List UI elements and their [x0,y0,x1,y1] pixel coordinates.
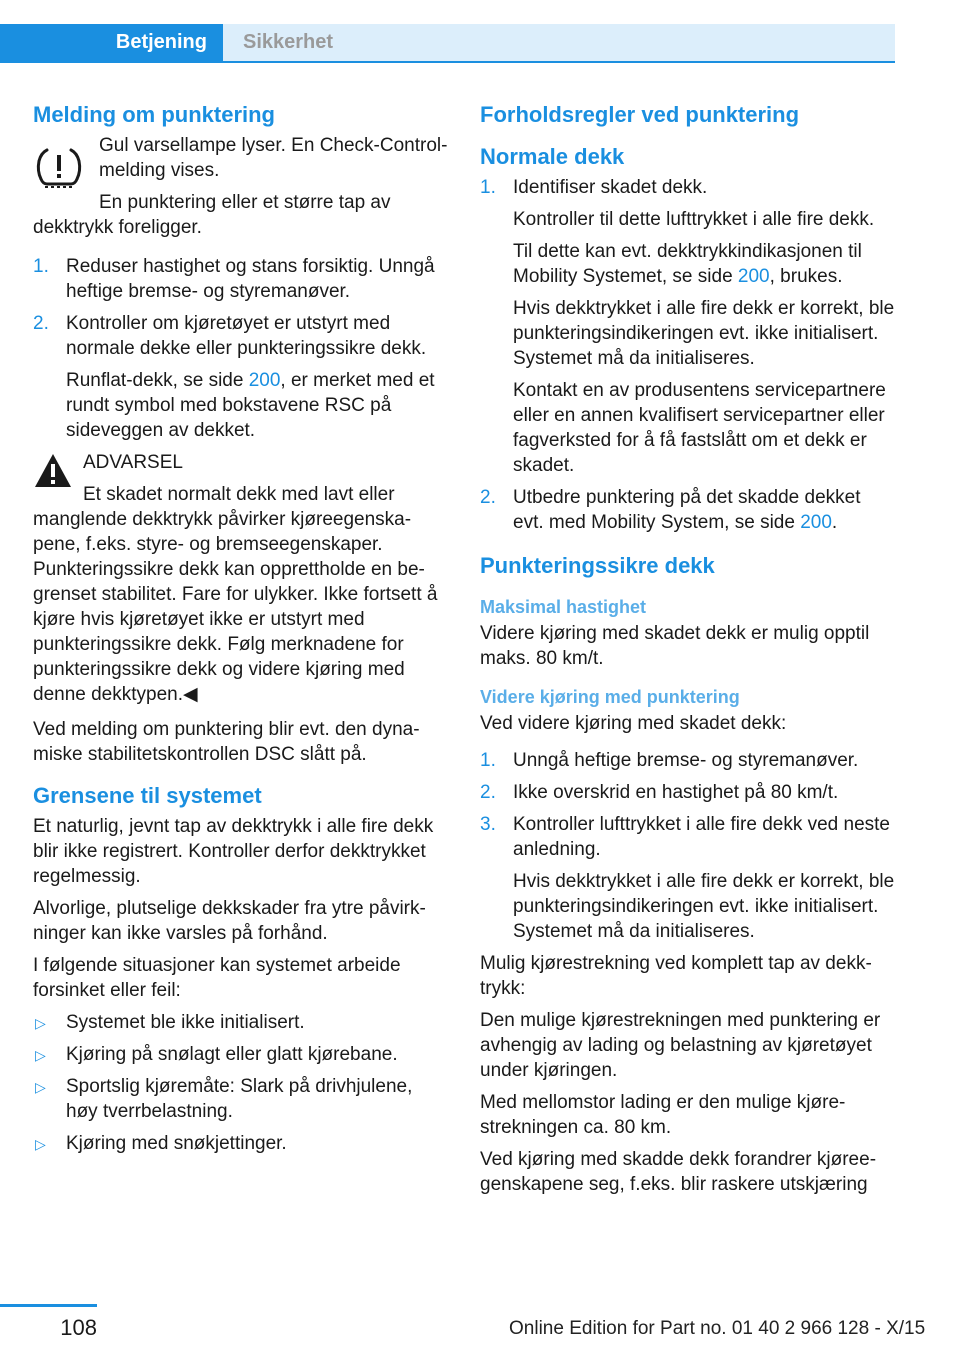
list-item [33,311,448,443]
list-item [480,175,895,478]
right-steps-list [480,175,895,535]
list-item-subtext: Til dette kan evt. dekktrykkindikasjonen til Mobility Systemet, se side 200, brukes. [513,241,862,287]
list-item [480,485,895,535]
list-number: 1. [33,256,49,277]
heading-grensene: Grensene til systemet [33,783,262,808]
list-item-subtext: Hvis dekktrykket i alle fire dekk er korrekt, ble punkteringsindikeringen evt. ikke initialisert. Systemet må da initialiseres. [513,298,895,369]
heading-normale-dekk: Normale dekk [480,144,625,169]
heading-melding: Melding om punktering [33,102,275,127]
bullet-marker: ▷ [35,1079,46,1095]
right-column [480,100,895,1204]
text-mellomstor: Med mellomstor lading er den mulige kjørestrekningen ca. 80 km. [480,1092,846,1138]
right-steps2-list [480,748,895,944]
list-item-subtext: Runflat-dekk, se side 200, er merket med et rundt symbol med bokstavene RSC på sideveggen av dekket. [66,370,435,441]
text-maks: Videre kjøring med skadet dekk er mulig opptil maks. 80 km/t. [480,623,870,669]
page-number: 108 [60,1315,97,1340]
text-punktering-foreligger: En punktering eller et større tap av dekktrykk foreligger. [33,192,391,238]
heading-maksimal-hastighet: Maksimal hastighet [480,597,647,617]
text-naturlig: Et naturlig, jevnt tap av dekktrykk i alle fire dekk blir ikke registrert. Kontroller derfor dekktrykket regelmessig. [33,816,434,887]
list-item-subtext: Kontakt en av produsentens servicepartnere eller en annen kvalifisert servicepartner eller fagverksted for å få fastslått om et dekk er skadet. [513,380,886,476]
warning-triangle-icon [33,452,73,490]
list-item [33,254,448,304]
list-item: 3. Kontroller lufttrykket i alle fire dekk ved neste anledning. Hvis dekktrykket i alle fire dekk er korrekt, ble punkteringsindikeringen evt. ikke initialisert. Systemet må da initialiseres. [480,814,895,942]
list-item: ▷ Kjøring på snølagt eller glatt kjørebane. [33,1042,448,1067]
list-number: 1. [480,177,496,198]
tab-sikkerhet[interactable]: Sikkerhet [223,24,895,61]
page-link[interactable]: 200 [800,512,832,533]
page-link[interactable]: 200 [248,370,281,391]
list-item: ▷ Kjøring med snøkjettinger. [33,1131,448,1156]
warning-title: ADVARSEL [83,452,183,473]
list-item: 2. Ikke overskrid en hastighet på 80 km/t. [480,782,839,803]
warning-block [33,450,448,707]
heading-videre-kjoring: Videre kjøring med punktering [480,687,740,707]
left-steps-list [33,254,448,443]
list-item-subtext: Hvis dekktrykket i alle fire dekk er korrekt, ble punkteringsindikeringen evt. ikke initialisert. Systemet må da initialiseres. [513,871,895,942]
list-item-text: Kontroller om kjøretøyet er utstyrt med normale dekke eller punkteringssikre dekk. [66,313,427,359]
left-column [33,100,448,1163]
text-videre: Ved videre kjøring med skadet dekk: [480,713,787,734]
list-item: 1. Unngå heftige bremse- og styremanøver. [480,750,859,771]
list-number: 2. [33,313,49,334]
bullet-marker: ▷ [35,1015,46,1031]
heading-forholdsregler: Forholdsregler ved punktering [480,102,800,127]
list-item-text: Utbedre punktering på det skadde dekket evt. med Mobility System, se side 200. [513,487,861,533]
list-number: 2. [480,487,496,508]
edition-text: Online Edition for Part no. 01 40 2 966 128 - X/15 [509,1318,926,1339]
heading-punkteringssikre: Punkteringssikre dekk [480,553,715,578]
page-link[interactable]: 200 [737,266,770,287]
list-number: 3. [480,814,496,835]
text-alvorlige: Alvorlige, plutselige dekkskader fra ytre påvirkninger kan ikke varsles på forhånd. [33,898,426,944]
text-folgende: I følgende situasjoner kan systemet arbeide forsinket eller feil: [33,955,401,1001]
text-den-mulige: Den mulige kjørestrekningen med punktering er avhengig av lading og belastning av kjøretøyet under kjøringen. [480,1010,881,1081]
warning-text: Et skadet normalt dekk med lavt eller manglende dekktrykk påvirker kjøreegenskapene, f.eks. styre- og bremseegenskaper. Punkteringssikre dekk kan opprettholde en begrenset stabilitet. Fare for ulykker. Ikke fortsett å kjøre hvis kjøretøyet ikke er utstyrt med punkteringssikre dekk. Følg merknadene for punkteringssikre dekk og videre kjøring med denne dekktypen.◀ [33,484,438,705]
bullet-marker: ▷ [35,1047,46,1063]
text-dsc: Ved melding om punktering blir evt. den dynamiske stabilitetskontrollen DSC slått på. [33,719,420,765]
list-number: 1. [480,750,496,771]
list-item: ▷ Sportslig kjøremåte: Slark på drivhjulene, høy tverrbelastning. [35,1076,413,1122]
bullet-marker: ▷ [35,1136,46,1152]
header-rule [0,61,895,63]
list-item-text: Identifiser skadet dekk. [513,177,708,198]
list-number: 2. [480,782,496,803]
list-item-subtext: Kontroller til dette lufttrykket i alle fire dekk. [513,209,875,230]
list-item-text: Reduser hastighet og stans forsiktig. Unngå heftige bremse- og styremanøver. [66,256,435,302]
text-ved-kjoring: Ved kjøring med skadde dekk forandrer kjøreegenskapene seg, f.eks. blir raskere utskjæring [480,1149,877,1195]
list-item: ▷ Systemet ble ikke initialisert. [33,1010,448,1035]
header-tabs [0,24,895,61]
text-gul-varsellampe: Gul varsellampe lyser. En Check-Control-melding vises. [99,135,448,181]
text-mulig: Mulig kjørestrekning ved komplett tap av dekktrykk: [480,953,872,999]
tire-pressure-warning-icon [33,141,85,193]
left-bullet-list [33,1010,448,1156]
tab-betjening[interactable]: Betjening [0,24,223,61]
footer-rule [0,1304,97,1307]
